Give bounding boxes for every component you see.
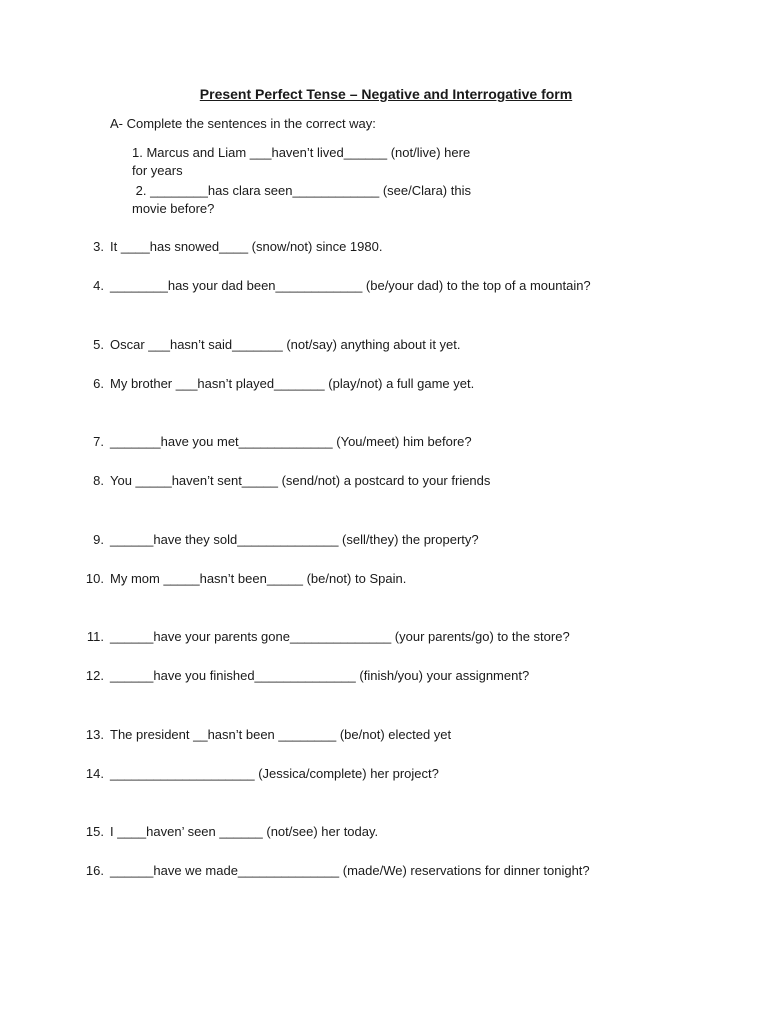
item-number: 12. <box>85 668 104 683</box>
item-number: 14. <box>85 766 104 781</box>
exercise-item-14 <box>0 765 768 783</box>
item-number: 13. <box>85 727 104 742</box>
exercise-item-12 <box>0 667 768 685</box>
exercise-item-3 <box>0 238 768 256</box>
item-number: 9. <box>93 532 104 547</box>
item-number: 5. <box>93 337 104 352</box>
item-text: ______have they sold______________ (sell/they) the property? <box>110 532 479 547</box>
instruction-text: A- Complete the sentences in the correct way: <box>110 116 376 131</box>
item-number: 8. <box>93 473 104 488</box>
exercise-item-4 <box>0 277 768 295</box>
item-text: The president __hasn’t been ________ (be/not) elected yet <box>110 727 452 742</box>
exercise-item-9 <box>0 531 768 549</box>
item-number: 3. <box>93 239 104 254</box>
item-text: My brother ___hasn’t played_______ (play/not) a full game yet. <box>110 376 475 391</box>
exercise-item-2-line1: 2. ________has clara seen____________ (see/Clara) this <box>132 183 471 198</box>
exercise-item-13 <box>0 726 768 744</box>
item-number: 11. <box>86 629 104 644</box>
item-text: You _____haven’t sent_____ (send/not) a postcard to your friends <box>110 473 491 488</box>
exercise-item-6 <box>0 375 768 393</box>
item-number: 10. <box>85 571 104 586</box>
page-title: Present Perfect Tense – Negative and Interrogative form <box>199 86 573 102</box>
item-number: 4. <box>93 278 104 293</box>
item-text: My mom _____hasn’t been_____ (be/not) to Spain. <box>110 571 407 586</box>
exercise-item-1-line2: for years <box>132 163 183 178</box>
item-text: _______have you met_____________ (You/meet) him before? <box>110 434 472 449</box>
item-number: 6. <box>93 376 104 391</box>
exercise-item-2 <box>132 182 492 218</box>
exercise-item-1-line1: 1. Marcus and Liam ___haven’t lived______ (not/live) here <box>132 145 471 160</box>
item-text: ____________________ (Jessica/complete) her project? <box>110 766 439 781</box>
item-text: ______have we made______________ (made/We) reservations for dinner tonight? <box>110 863 590 878</box>
item-number: 16. <box>85 863 104 878</box>
exercise-item-11 <box>0 628 768 646</box>
exercise-item-1 <box>132 144 492 180</box>
item-text: ______have you finished______________ (finish/you) your assignment? <box>110 668 530 683</box>
exercise-item-8 <box>0 472 768 490</box>
exercise-item-16 <box>0 862 768 880</box>
exercise-item-15 <box>0 823 768 841</box>
item-text: ______have your parents gone______________ (your parents/go) to the store? <box>110 629 570 644</box>
item-number: 15. <box>85 824 104 839</box>
exercise-item-2-line2: movie before? <box>132 201 215 216</box>
item-text: Oscar ___hasn’t said_______ (not/say) anything about it yet. <box>110 337 461 352</box>
exercise-item-7 <box>0 433 768 451</box>
item-text: I ____haven’ seen ______ (not/see) her today. <box>110 824 379 839</box>
item-number: 7. <box>93 434 104 449</box>
exercise-item-10 <box>0 570 768 588</box>
exercise-item-5 <box>0 336 768 354</box>
item-text: ________has your dad been____________ (be/your dad) to the top of a mountain? <box>110 278 591 293</box>
item-text: It ____has snowed____ (snow/not) since 1980. <box>110 239 383 254</box>
